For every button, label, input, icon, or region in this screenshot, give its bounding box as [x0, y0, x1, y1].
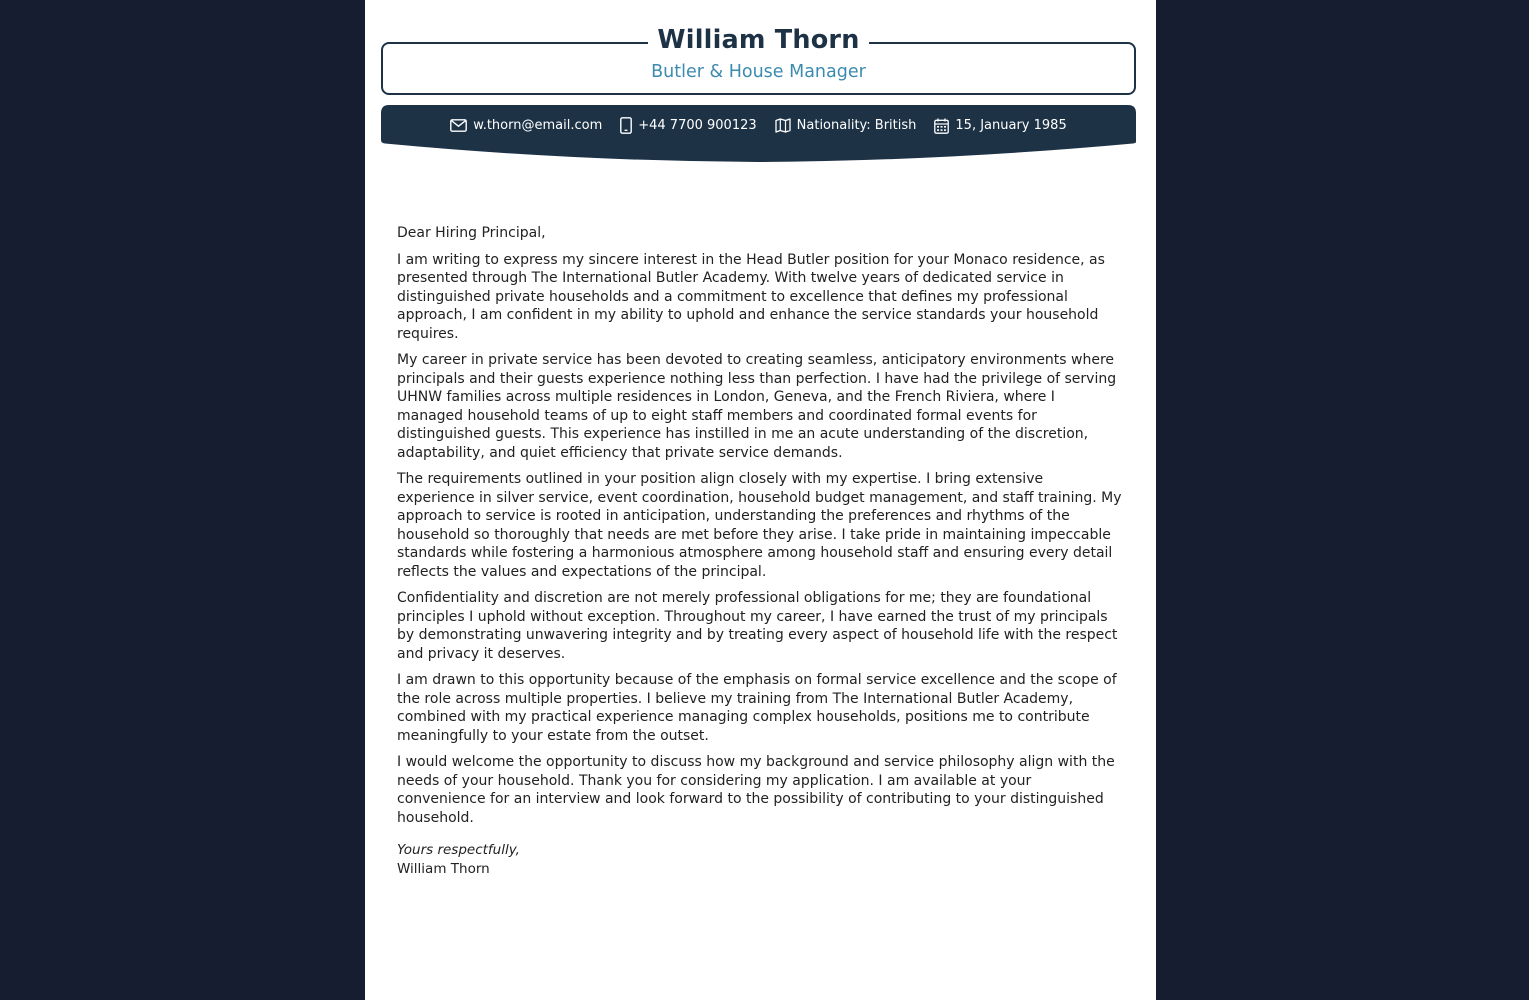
letter-paragraph: I would welcome the opportunity to discuss how my background and service philosophy align with the needs of your household. Thank you for considering my application. I am available at your convenience for an interview and look forward to the possibility of contributing to your distinguished household. [397, 754, 1115, 826]
contact-phone[interactable] [620, 117, 756, 134]
sign-off: Yours respectfully, [397, 842, 520, 858]
envelope-icon [450, 119, 467, 132]
mobile-phone-icon [620, 117, 632, 134]
letter-paragraph: My career in private service has been devoted to creating seamless, anticipatory environments where principals and their guests experience nothing less than perfection. I have had the privilege of serving UHNW families across multiple residences in London, Geneva, and the French Riviera, where I managed household teams of up to eight staff members and coordinated formal events for distinguished guests. This experience has instilled in me an acute understanding of the discretion, adaptability, and quiet efficiency that private service demands. [397, 352, 1117, 461]
calendar-icon [934, 118, 949, 134]
letter-paragraph: Confidentiality and discretion are not merely professional obligations for me; they are foundational principles I uphold without exception. Throughout my career, I have earned the trust of my principals by demonstrating unwavering integrity and by treating every aspect of household life with the respect and privacy it deserves. [397, 590, 1118, 662]
contact-birthdate [934, 118, 1066, 134]
contact-band-background [381, 105, 1136, 163]
letter-closing [397, 841, 520, 878]
letter-body [397, 224, 1122, 835]
salutation: Dear Hiring Principal, [397, 225, 546, 241]
letter-paragraph: The requirements outlined in your position align closely with my expertise. I bring extensive experience in silver service, event coordination, household budget management, and staff training. My approach to service is rooted in anticipation, understanding the preferences and rhythms of the household so thoroughly that needs are met before they arise. I take pride in maintaining impeccable standards while fostering a harmonious atmosphere among household staff and ensuring every detail reflects the values and expectations of the principal. [397, 471, 1122, 580]
phone-text: +44 7700 900123 [638, 118, 757, 133]
contact-nationality [775, 118, 917, 133]
contact-band [381, 105, 1136, 163]
applicant-name-wrap [383, 25, 1134, 58]
email-text: w.thorn@email.com [473, 118, 603, 133]
map-icon [775, 118, 791, 133]
job-title: Butler & House Manager [651, 62, 866, 82]
signature-name: William Thorn [397, 860, 490, 877]
contact-email[interactable] [450, 118, 602, 133]
contact-list [381, 117, 1136, 134]
letter-paragraph: I am writing to express my sincere interest in the Head Butler position for your Monaco residence, as presented through The International Butler Academy. With twelve years of dedicated service in distinguished private households and a commitment to excellence that defines my professional approach, I am confident in my ability to uphold and enhance the service standards your household requires. [397, 251, 1105, 342]
letter-paragraph: I am drawn to this opportunity because of the emphasis on formal service excellence and the scope of the role across multiple properties. I believe my training from The International Butler Academy, combined with my practical experience managing complex households, positions me to contribute meaningfully to your estate from the outset. [397, 672, 1117, 744]
applicant-name: William Thorn [648, 28, 868, 54]
birthdate-text: 15, January 1985 [955, 118, 1067, 133]
nationality-text: Nationality: British [796, 118, 917, 133]
letter-page [365, 0, 1156, 1000]
header-box [381, 25, 1136, 95]
